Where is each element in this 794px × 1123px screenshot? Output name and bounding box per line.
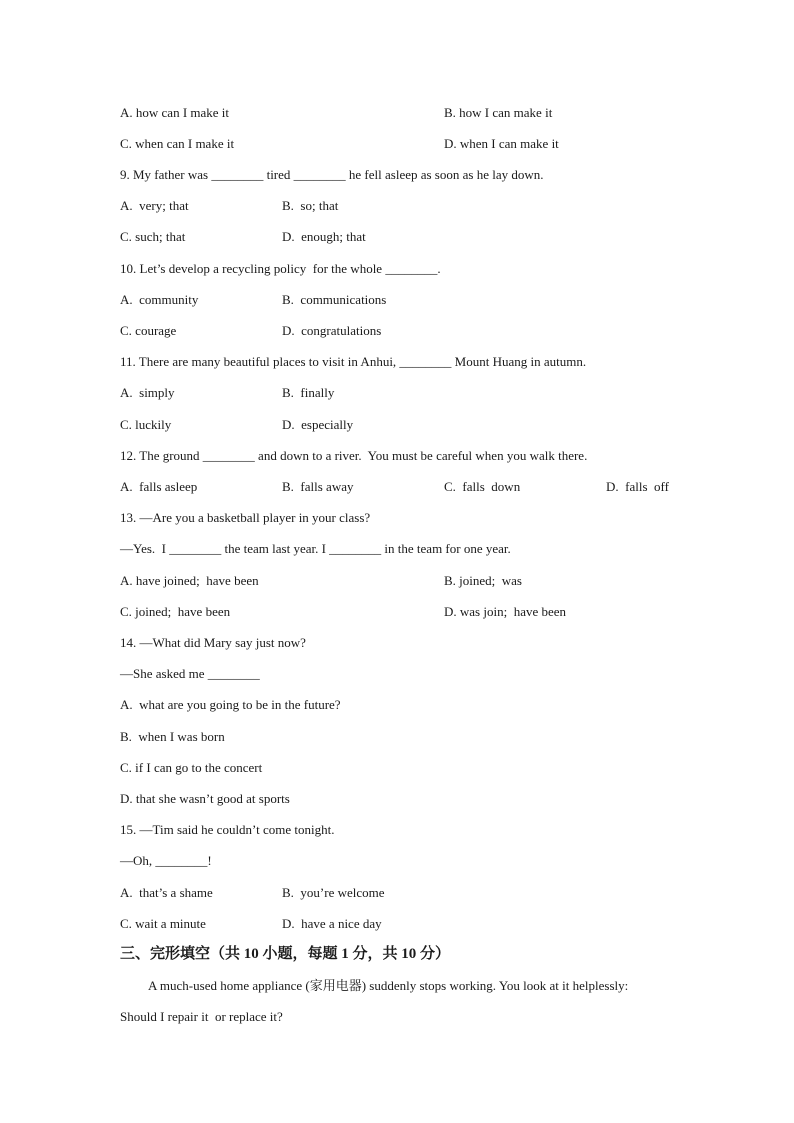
q11-option-a: A. simply: [120, 385, 175, 400]
q14-stem-answer: —She asked me ________: [120, 666, 260, 681]
q11-option-b: B. finally: [282, 385, 335, 400]
passage-line-2: Should I repair it or replace it?: [120, 1009, 283, 1024]
q8-option-c: C. when can I make it: [120, 136, 235, 151]
q9-option-c: C. such; that: [120, 229, 186, 244]
q13-stem-answer: —Yes. I ________ the team last year. I ________ in the team for one year.: [120, 541, 511, 556]
q15-stem-question: 15. —Tim said he couldn’t come tonight.: [120, 822, 335, 837]
q9-option-b: B. so; that: [282, 198, 339, 213]
q14-option-a: A. what are you going to be in the future?: [120, 697, 341, 712]
q10-option-c: C. courage: [120, 323, 177, 338]
q15-stem-answer: —Oh, ________!: [120, 853, 212, 868]
q11-option-c: C. luckily: [120, 417, 172, 432]
q13-option-c: C. joined; have been: [120, 604, 231, 619]
q9-stem: 9. My father was ________ tired ________ he fell asleep as soon as he lay down.: [120, 167, 544, 182]
q13-option-d: D. was join; have been: [444, 604, 567, 619]
q14-option-b: B. when I was born: [120, 729, 225, 744]
q15-option-a: A. that’s a shame: [120, 885, 213, 900]
q12-stem: 12. The ground ________ and down to a river. You must be careful when you walk there.: [120, 448, 588, 463]
q14-stem-question: 14. —What did Mary say just now?: [120, 635, 306, 650]
q15-option-d: D. have a nice day: [282, 916, 382, 931]
q15-option-b: B. you’re welcome: [282, 885, 385, 900]
passage-line-1: A much-used home appliance (家用电器) suddenly stops working. You look at it helplessly:: [148, 978, 629, 993]
q12-option-d: D. falls off: [606, 479, 669, 494]
q11-option-d: D. especially: [282, 417, 354, 432]
q10-option-d: D. congratulations: [282, 323, 382, 338]
q8-option-b: B. how I can make it: [444, 105, 553, 120]
q12-option-b: B. falls away: [282, 479, 354, 494]
section-heading: 三、完形填空（共 10 小题，每题 1 分，共 10 分）: [120, 946, 451, 962]
q11-stem: 11. There are many beautiful places to visit in Anhui, ________ Mount Huang in autumn.: [120, 354, 587, 369]
q9-option-d: D. enough; that: [282, 229, 366, 244]
q13-option-a: A. have joined; have been: [120, 573, 259, 588]
q12-option-c: C. falls down: [444, 479, 521, 494]
q13-option-b: B. joined; was: [444, 573, 522, 588]
q8-option-a: A. how can I make it: [120, 105, 230, 120]
q10-option-b: B. communications: [282, 292, 387, 307]
q10-stem: 10. Let’s develop a recycling policy for the whole ________.: [120, 261, 441, 276]
q13-stem-question: 13. —Are you a basketball player in your class?: [120, 510, 371, 525]
q10-option-a: A. community: [120, 292, 199, 307]
q12-option-a: A. falls asleep: [120, 479, 198, 494]
q14-option-d: D. that she wasn’t good at sports: [120, 791, 290, 806]
q8-option-d: D. when I can make it: [444, 136, 559, 151]
q14-option-c: C. if I can go to the concert: [120, 760, 263, 775]
q15-option-c: C. wait a minute: [120, 916, 206, 931]
q9-option-a: A. very; that: [120, 198, 189, 213]
